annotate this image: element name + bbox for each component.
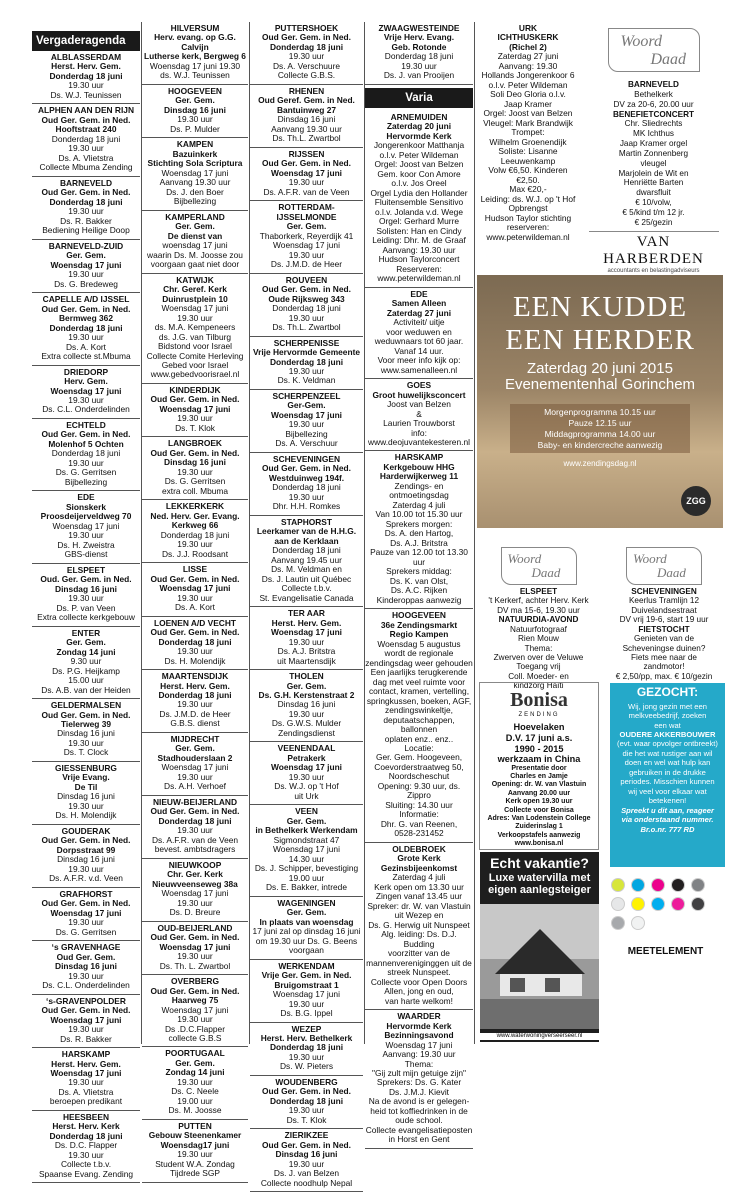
zgg-badge: ZGG bbox=[681, 486, 711, 516]
listing-details: Thaborkerk, Reyerdijk 41 Woensdag 17 juni 19.30 uur Ds. J.M.D. de Heer bbox=[259, 230, 354, 270]
listing-heading: WEZEP Herst. Herv. Bethelkerk Donderdag 18 juni bbox=[260, 1023, 353, 1053]
listing-entry bbox=[250, 85, 363, 148]
listing-details: 19.30 uur Ds. R. Bakker bbox=[60, 1024, 112, 1044]
ad-text-line: betekenen! bbox=[648, 796, 687, 806]
listing-heading: HARSKAMP Kerkgebouw HHG Harderwijkerweg 11 bbox=[379, 452, 459, 482]
ad-text-line: DV vrij 19-6, start 19 uur bbox=[619, 615, 709, 625]
listing-entry bbox=[250, 390, 363, 453]
ad-text-line: Chr. Sliedrechts bbox=[624, 119, 683, 129]
listing-heading: HOOGEVEEN Ger. Gem. Dinsdag 16 juni bbox=[164, 85, 226, 115]
color-swatch bbox=[631, 878, 645, 892]
listing-entry bbox=[32, 177, 140, 240]
color-swatch bbox=[671, 897, 685, 911]
listing-entry bbox=[142, 211, 248, 274]
ad-subtitle: BENEFIETCONCERT bbox=[613, 109, 694, 119]
listing-entry bbox=[142, 384, 248, 437]
listing-heading: LANGBROEK Oud Ger. Gem. in Ned. Dinsdag 16 juni bbox=[150, 438, 240, 468]
listing-heading: SCHERPENZEEL Ger-Gem. Woensdag 17 juni bbox=[270, 390, 343, 420]
listing-entry bbox=[142, 859, 248, 922]
listing-heading: BARNEVELD-ZUID Ger. Gem. Woensdag 17 juni bbox=[48, 240, 124, 270]
listing-details: Donderdag 18 juni 19.30 uur Ds. J.J. Roodsant bbox=[160, 529, 230, 559]
ad-text-line: dwarsfluit bbox=[636, 188, 671, 198]
ad-text-line: 't Kerkerf, achter Herv. Kerk bbox=[488, 596, 589, 606]
listing-entry bbox=[32, 564, 140, 627]
ad-text-line: Baby- en kindercreche aanwezig bbox=[537, 439, 663, 450]
woord-en-daad-logo: Woord Daad bbox=[626, 547, 702, 585]
listing-entry bbox=[365, 379, 473, 451]
listing-heading: TER AAR Herst. Herv. Gem. Woensdag 17 juni bbox=[270, 608, 343, 638]
listing-details: 19.30 uur Ds. G. Bredeweg bbox=[54, 269, 118, 289]
ad-een-kudde-een-herder: EEN KUDDE EEN HERDER Zaterdag 20 juni 2015 Evenementenhal Gorinchem Morgenprogramma 10.15 uur Pauze 12.15 uur Middagprogramma 14.00 uur Baby- en kindercreche aanwezig www.zendingsdag.nl ZGG bbox=[477, 275, 723, 528]
listing-details: Woensdag 17 juni 19.30 uur Ds .D.C.Flapper collecte G.B.S bbox=[161, 1004, 229, 1043]
listing-entry bbox=[250, 1129, 363, 1192]
listing-entry bbox=[250, 897, 363, 960]
listing-heading: ENTER Ger. Gem. Zondag 14 juni bbox=[56, 627, 116, 657]
ad-text-line: Zwerven over de Veluwe bbox=[493, 652, 584, 662]
ad-text-line: € 2,50/pp, max. € 10/gezin bbox=[615, 671, 713, 681]
ad-text-line: www.bonisa.nl bbox=[514, 840, 564, 848]
listing-entry bbox=[32, 104, 140, 176]
listing-heading: CAPELLE A/D IJSSEL Oud Ger. Gem. in Ned. Bermweg 362 Donderdag 18 juni bbox=[41, 294, 131, 333]
ad-text-line: wij veel voor elkaar wat bbox=[628, 786, 707, 796]
listing-entry bbox=[32, 762, 140, 825]
listing-heading: OLDEBROEK Grote Kerk Gezinsbijeenkomst bbox=[380, 843, 458, 873]
listing-details: Dinsdag 16 juni 19.30 uur Ds. G.W.S. Mulder Zendingsdienst bbox=[271, 699, 342, 738]
listing-heading: ECHTELD Oud Ger. Gem. in Ned. Molenhof 5 Ochten bbox=[41, 419, 131, 449]
listing-entry bbox=[142, 796, 248, 859]
listing-details: 19.30 uur Ds. W.J. op 't Hof uit Urk bbox=[274, 771, 339, 801]
listing-heading: LEKKERKERK Ned. Herv. Ger. Evang. Kerkweg 66 bbox=[150, 501, 240, 531]
divider bbox=[474, 22, 475, 1044]
listing-heading: HARSKAMP Herst. Herv. Gem. Woensdag 17 juni bbox=[50, 1049, 122, 1078]
listing-heading: VEEN Ger. Gem. in Bethelkerk Werkendam bbox=[255, 806, 358, 836]
listing-heading: MAARTENSDIJK Herst. Herv. Gem. Donderdag 18 juni bbox=[158, 671, 232, 700]
listing-entry bbox=[142, 563, 248, 616]
listing-heading: LISSE Oud Ger. Gem. in Ned. Woensdag 17 juni bbox=[150, 564, 240, 594]
listing-heading: GRAFHORST Oud Ger. Gem. in Ned. Woensdag 17 juni bbox=[41, 888, 131, 918]
listing-heading: OUD-BEIJERLAND Oud Ger. Gem. in Ned. Woensdag 17 juni bbox=[150, 922, 240, 952]
listing-entry bbox=[365, 843, 473, 1010]
listing-details: Dinsdag 16 juni 19.30 uur Ds. A.F.R. v.d. Veen bbox=[49, 854, 123, 884]
listing-entry bbox=[250, 22, 363, 85]
listing-details: 19.30 uur Ds. A.F.R. van de Veen bbox=[263, 177, 350, 197]
ad-text-line: Jaap Kramer orgel bbox=[619, 139, 688, 149]
listing-heading: WOUDENBERG Oud Ger. Gem. in Ned. Donderdag 18 juni bbox=[262, 1076, 351, 1106]
listing-entry bbox=[142, 274, 248, 384]
color-swatch bbox=[611, 916, 625, 930]
ad-gezocht-akkerbouwer: GEZOCHT: Wij, jong gezin met een melkveebedrijf, zoeken een wat OUDERE AKKERBOUWER (evt. waar opvolger ontbreekt) die het wat rustiger aan wil doen en wel wat hulp kan gebruiken in de drukke periodes. Misschien kunnen wij veel voor elkaar wat betekenen! Spreekt u dit aan, reageer via onderstaand nummer. Br.o.nr. 777 RD bbox=[610, 683, 725, 867]
ad-text-line: Toegang vrij bbox=[516, 662, 561, 672]
listing-heading: NIEUWKOOP Chr. Ger. Kerk Nieuwveenseweg 38a bbox=[152, 859, 238, 889]
color-swatch bbox=[691, 878, 705, 892]
listing-details: 19.30 uur Ds. H. Molendijk bbox=[164, 646, 226, 666]
van-harberden-logo: VAN HARBERDEN accountants en belastingadviseurs bbox=[589, 231, 719, 275]
listing-details: 19.30 uur Ds. R. Bakker Bediening Heilige Doop bbox=[42, 206, 130, 236]
ad-text-line: Morgenprogramma 10.15 uur bbox=[544, 407, 656, 418]
listing-entry bbox=[32, 825, 140, 888]
listing-entry bbox=[142, 975, 248, 1047]
listing-entry bbox=[32, 995, 140, 1048]
ad-text-line: Pauze 12.15 uur bbox=[568, 418, 632, 429]
listing-heading: WERKENDAM Vrije Ger. Gem. in Ned. Bruigomstraat 1 bbox=[261, 960, 352, 990]
listing-details: Sigmondstraat 47 Woensdag 17 juni 14.30 uur Ds. J. Schipper, bevestiging 19.00 uur Ds. E. Bakker, intrede bbox=[254, 834, 359, 893]
listing-details: 19.30 uur Student W.A. Zondag Tijdrede SGP bbox=[155, 1149, 235, 1179]
listing-details: 19.30 uur Ds. G. Gerritsen bbox=[55, 917, 117, 937]
ad-text-line: Spreekt u dit aan, reageer bbox=[621, 805, 714, 815]
listing-details: Dinsdag 16 juni 19.30 uur Ds. T. Clock bbox=[57, 728, 115, 758]
ad-text-line: die het wat rustiger aan wil bbox=[622, 748, 713, 758]
listing-heading: ‘s GRAVENHAGE Oud Ger. Gem. Dinsdag 16 juni bbox=[51, 942, 121, 972]
listing-details: 19.30 uur Ds. T. Klok bbox=[175, 413, 215, 433]
listing-details: Joost van Belzen & Laurien Trouwborst info: www.deojuvantekesteren.nl bbox=[368, 399, 470, 447]
listing-heading: GOUDERAK Oud Ger. Gem. in Ned. Dorpsstraat 99 bbox=[41, 825, 131, 855]
listing-heading: GELDERMALSEN Oud Ger. Gem. in Ned. Tielerweg 39 bbox=[41, 700, 131, 729]
listing-heading: DRIEDORP Herv. Gem. Woensdag 17 juni bbox=[50, 366, 122, 396]
listing-entry bbox=[365, 609, 473, 843]
ad-text-line: kindzorg Haïti bbox=[513, 681, 564, 691]
listing-entry bbox=[250, 1076, 363, 1129]
listing-heading: ZWAAGWESTEINDE Vrije Herv. Evang. Geb. Rotonde bbox=[378, 23, 460, 52]
listing-details: Woensdag 17 juni 19.30 uur Ds. D. Breure bbox=[161, 888, 229, 918]
listing-entry bbox=[142, 22, 248, 85]
ad-subtitle: NATUURDIA-AVOND bbox=[498, 615, 579, 625]
listing-entry bbox=[142, 670, 248, 733]
ad-text-line: Charles en Jamje bbox=[510, 773, 568, 781]
listing-heading: STAPHORST Leerkamer van de H.H.G. aan de Kerklaan bbox=[256, 516, 357, 546]
listing-entry bbox=[142, 922, 248, 975]
listing-details: 19.30 uur Ds. A. Kort bbox=[174, 592, 216, 613]
listing-entry bbox=[250, 274, 363, 337]
listing-details: 19.30 uur Ds. J.M.D. de Heer G.B.S. dienst bbox=[159, 699, 231, 729]
ad-text-line: melkveebedrijf, zoeken bbox=[628, 711, 707, 721]
ad-title: BARNEVELD bbox=[628, 80, 679, 89]
ad-text-line: Genieten van de bbox=[633, 634, 695, 644]
color-swatch bbox=[671, 878, 685, 892]
listing-entry bbox=[365, 451, 473, 609]
listing-details: Woensdag 17 juni Aanvang 19.30 uur Ds. J. den Boer Bijbellezing bbox=[159, 167, 231, 207]
ad-title: SCHEVENINGEN bbox=[631, 587, 697, 596]
ad-text-line: Aanvang 20.00 uur bbox=[507, 789, 571, 797]
listing-details: 19.30 uur Ds. Th. L. Zwartbol bbox=[159, 951, 231, 971]
listing-entry bbox=[32, 51, 140, 104]
listing-heading: POORTUGAAL Ger. Gem. Zondag 14 juni bbox=[165, 1048, 225, 1078]
ad-text-line: Duivelandsestraat bbox=[631, 605, 697, 615]
ad-text-line: Fiets mee naar de bbox=[631, 652, 697, 662]
listing-heading: HEESBEEN Herst. Herv. Kerk Donderdag 18 juni bbox=[49, 1111, 123, 1141]
listing-heading: SCHEVENINGEN Oud Ger. Gem. in Ned. Westduinweg 194f. bbox=[262, 453, 351, 483]
listing-heading: RIJSSEN Oud Ger. Gem. in Ned. Woensdag 17 juni bbox=[262, 148, 351, 178]
listing-details: 19.30 uur Ds. C.L. Onderdelinden bbox=[42, 970, 130, 991]
listing-entry bbox=[365, 22, 473, 85]
listing-entry bbox=[142, 500, 248, 563]
ad-text-line: € 10/volw, bbox=[635, 198, 672, 208]
listing-heading: RHENEN Oud Geref. Gem. in Ned. Bantuinweg 27 bbox=[258, 85, 355, 115]
ad-bonisa-zending: Bonisa ZENDING Hoevelaken D.V. 17 juni a.s. 1990 - 2015 werkzaam in China Presentatie door Charles en Jamje Opening: dr. W. van Vlastuin Aanvang 20.00 uur Kerk open 19.30 uur Collecte voor Bonisa Adres: Van Lodenstein College Zuiderinslag 1 Verkoopstafels aanwezig www.bonisa.nl bbox=[479, 682, 599, 850]
listing-entry bbox=[32, 1111, 140, 1183]
listing-heading: ROTTERDAM- IJSSELMONDE Ger. Gem. bbox=[276, 202, 337, 232]
listing-entry bbox=[476, 22, 580, 245]
listing-details: Donderdag 18 juni 19.30 uur Ds. J. van Prooijen bbox=[383, 51, 455, 81]
ad-text-line: zandmotor! bbox=[643, 662, 685, 672]
listing-heading: WAARDER Hervormde Kerk Bezinningsavond bbox=[384, 1011, 454, 1041]
listing-heading: PUTTERSHOEK Oud Ger. Gem. in Ned. Donderdag 18 juni bbox=[262, 23, 351, 52]
ad-text-line: Natuurfotograaf bbox=[510, 624, 567, 634]
listing-entry bbox=[250, 516, 363, 607]
color-calibration-grid bbox=[611, 878, 721, 930]
listing-entry bbox=[32, 1048, 140, 1111]
listing-heading: ARNEMUIDEN Zaterdag 20 juni Hervormde Kerk bbox=[386, 112, 452, 141]
urk-listing bbox=[476, 22, 580, 244]
listing-details: 19.30 uur Bijbellezing Ds. A. Verschuur bbox=[275, 419, 338, 449]
ad-text-line: vleugel bbox=[640, 158, 667, 168]
ad-text-line: doen en wel wat hulp kan bbox=[624, 758, 711, 768]
listing-heading: OVERBERG Oud Ger. Gem. in Ned. Haarweg 75 bbox=[150, 976, 240, 1006]
listing-heading: ROUVEEN Oud Ger. Gem. in Ned. Oude Rijksweg 343 bbox=[262, 274, 351, 304]
listing-heading: MIJDRECHT Ger. Gem. Stadhouderslaan 2 bbox=[157, 733, 233, 763]
listing-details: Donderdag 18 juni Aanvang 19.45 uur Ds. M. Veldman en Ds. J. Lautin uit Québec Collecte t.b.v. St. Evangelisatie Canada bbox=[259, 545, 354, 603]
ad-text-line: Martin Zonnenberg bbox=[618, 148, 689, 158]
listing-entry bbox=[32, 699, 140, 762]
ad-text-line: Br.o.nr. 777 RD bbox=[640, 824, 695, 834]
agenda-column-1 bbox=[32, 51, 140, 1179]
agenda-column-2 bbox=[142, 22, 248, 1179]
listing-details: 17 juni zal op dinsdag 16 juni om 19.30 uur Ds. G. Beens voorgaan bbox=[252, 926, 361, 956]
listing-heading: GIESSENBURG Vrije Evang. De Til bbox=[55, 762, 117, 792]
listing-entry bbox=[250, 148, 363, 201]
listing-details: 19.30 uur Ds. W.J. Teunissen bbox=[50, 80, 122, 100]
listing-heading: ALPHEN AAN DEN RIJN Oud Ger. Gem. in Ned. Hooftstraat 240 bbox=[37, 105, 134, 135]
listing-details: Donderdag 18 juni 19.30 uur Dhr. H.H. Romkes bbox=[272, 482, 341, 512]
ad-text-line: Opening: dr. W. van Vlastuin bbox=[491, 781, 587, 789]
color-swatch bbox=[611, 878, 625, 892]
listing-heading: EDE Samen Alleen Zaterdag 27 juni bbox=[386, 288, 452, 318]
ad-text-line: Coll. Moeder- en bbox=[508, 671, 569, 681]
listing-details: Donderdag 18 juni 19.30 uur Ds. A. Vlietstra Collecte Mbuma Zending bbox=[39, 133, 133, 173]
listing-entry bbox=[32, 240, 140, 293]
listing-details: 19.30 uur Ds. A.J. Britstra uit Maartensdijk bbox=[277, 636, 336, 666]
ad-text-line: Middagprogramma 14.00 uur bbox=[544, 428, 656, 439]
meetelement: MEETELEMENT bbox=[606, 874, 725, 1031]
listing-heading: VEENENDAAL Petrakerk Woensdag 17 juni bbox=[270, 743, 343, 773]
agenda-column-3 bbox=[250, 22, 363, 1188]
color-swatch bbox=[651, 897, 665, 911]
listing-details: Zaterdag 27 juni Aanvang: 19.30 Hollands Jongerenkoor 6 o.l.v. Peter Wildeman Soli Deo Gloria o.l.v. Jaap Kramer Orgel: Joost van Belzen Vleugel: Mark Brandwijk Trompet: Wilhelm Groenendijk Soliste: Lisanne Leeuwenkamp Volw €6,50. Kinderen €2,50. Max €20,- Leiding: ds. W.J. op 't Hof Opbrengst Hudson Taylor stichting reserveren: www.peterwildeman.nl bbox=[480, 51, 576, 242]
ad-text-line: OUDERE AKKERBOUWER bbox=[619, 730, 716, 739]
listing-heading: EDE Sionskerk Proosdeijerveldweg 70 bbox=[40, 492, 132, 522]
listing-details: 19.30 uur Ds. T. Klok bbox=[286, 1105, 327, 1125]
listing-entry bbox=[142, 617, 248, 670]
listing-heading: KAMPEN Bazuinkerk Stichting Sola Scriptura bbox=[147, 139, 243, 169]
listing-heading: LOENEN A/D VECHT Oud Ger. Gem. in Ned. Donderdag 18 juni bbox=[150, 617, 240, 647]
listing-entry bbox=[32, 941, 140, 994]
listing-heading: ‘s-GRAVENPOLDER Oud Ger. Gem. in Ned. Woensdag 17 juni bbox=[41, 995, 131, 1025]
ad-text-line: Wij, jong gezin met een bbox=[628, 701, 707, 711]
color-swatch bbox=[631, 916, 645, 930]
listing-heading: HOOGEVEEN 36e Zendingsmarkt Regio Kampen bbox=[380, 610, 458, 640]
listing-heading: PUTTEN Gebouw Steenenkamer Woensdag17 juni bbox=[148, 1120, 242, 1150]
bonisa-logo: Bonisa bbox=[510, 689, 568, 711]
listing-details: 19.30 uur Ds. C. Neele 19.00 uur Ds. M. Joosse bbox=[168, 1076, 222, 1116]
listing-heading: KATWIJK Chr. Geref. Kerk Duinrustplein 10 bbox=[162, 274, 228, 304]
ad-text-line: Henriëtte Barten bbox=[623, 178, 684, 188]
ad-text-line: via onderstaand nummer. bbox=[621, 815, 714, 825]
listing-details: Ds. D.C. Flapper 19.30 uur Collecte t.b.v. Spaanse Evang. Zending bbox=[38, 1140, 134, 1179]
varia-column bbox=[365, 111, 473, 1145]
ad-text-line: Keerlus Tramlijn 12 bbox=[628, 596, 700, 606]
ad-text-line: MK Ichthus bbox=[633, 129, 674, 139]
ad-text-line: Presentatie door bbox=[511, 764, 567, 772]
listing-entry bbox=[250, 201, 363, 273]
listing-heading: KAMPERLAND Ger. Gem. De dienst van bbox=[165, 211, 225, 241]
listing-details: Zaterdag 4 juli Kerk open om 13.30 uur Zingen vanaf 13.45 uur Spreker: dr. W. van Vlastuin uit Wezep en Ds. G. Herwig uit Nunspeet Alg. leiding: Ds. D.J. Budding voorzitter van de mannenvereniginggen uit de streek Nunspeet. Collecte voor Open Doors Allen, jong en oud, van harte welkom! bbox=[366, 872, 472, 1006]
ad-text-line: € 5/kind t/m 12 jr. bbox=[622, 207, 685, 217]
listing-entry bbox=[142, 1120, 248, 1183]
listing-entry bbox=[365, 111, 473, 288]
color-swatch bbox=[611, 897, 625, 911]
listing-heading: KINDERDIJK Oud Ger. Gem. in Ned. Woensdag 17 juni bbox=[150, 384, 240, 414]
ad-text-line: Bethelkerk bbox=[634, 89, 673, 99]
ad-text-line: DV ma 15-6, 19.30 uur bbox=[497, 605, 580, 615]
listing-details: 19.30 uur Ds. G. Gerritsen extra coll. Mbuma bbox=[161, 466, 229, 496]
listing-entry bbox=[250, 742, 363, 805]
listing-entry bbox=[32, 419, 140, 491]
agenda-column-4-top bbox=[365, 22, 473, 84]
ad-text-line: Collecte voor Bonisa bbox=[504, 806, 574, 814]
listing-entry bbox=[250, 960, 363, 1023]
listing-details: 19.30 uur Ds. J. van Belzen Collecte noodhulp Nepal bbox=[260, 1158, 353, 1188]
ad-subtitle: FIETSTOCHT bbox=[638, 624, 690, 634]
listing-entry bbox=[250, 453, 363, 516]
ad-text-line: DV za 20-6, 20.00 uur bbox=[613, 99, 694, 109]
listing-details: 19.30 uur Ds. A. Verschuure Collecte G.B.S. bbox=[272, 51, 341, 81]
listing-heading: NIEUW-BEIJERLAND Oud Ger. Gem. in Ned. Donderdag 18 juni bbox=[150, 796, 240, 826]
ad-text-line: Verkoopstafels aanwezig bbox=[497, 831, 581, 839]
listing-entry bbox=[142, 1047, 248, 1119]
ad-barneveld-benefietconcert bbox=[585, 22, 722, 274]
listing-details: Dinsdag 16 juni 19.30 uur Ds. H. Molendijk bbox=[55, 791, 117, 821]
ad-text-line: periodes. Misschien kunnen bbox=[620, 777, 715, 787]
listing-details: Woensdag 17 juni 19.30 ds. W.J. Teunissen bbox=[149, 60, 241, 81]
listing-entry bbox=[32, 366, 140, 419]
woord-en-daad-logo: Woord Daad bbox=[608, 28, 700, 72]
listing-details: Dinsdag 16 juni Aanvang 19.30 uur Ds. Th.L. Zwartbol bbox=[271, 114, 342, 144]
ad-scheveningen-fietstocht bbox=[604, 545, 724, 681]
listing-details: Woensdag 17 juni 19.30 uur Ds. A.H. Verhoef bbox=[161, 762, 229, 792]
ad-elspeet-natuurdia-avond bbox=[477, 545, 600, 691]
ad-title: ELSPEET bbox=[519, 587, 558, 596]
listing-entry bbox=[250, 607, 363, 670]
color-swatch bbox=[691, 897, 705, 911]
listing-details: Donderdag 18 juni 19.30 uur Ds. Th.L. Zwartbol bbox=[272, 303, 341, 333]
listing-details: 19.30 uur Ds. K. Veldman bbox=[277, 365, 336, 386]
listing-details: Woensdag 17 juni 19.30 uur Ds. H. Zweistra GBS-dienst bbox=[52, 520, 120, 560]
ad-text-line: Kerk open 19.30 uur bbox=[505, 798, 573, 806]
listing-entry bbox=[142, 733, 248, 796]
listing-entry bbox=[365, 288, 473, 379]
listing-entry bbox=[142, 437, 248, 500]
listing-heading: HILVERSUM Herv. evang. op G.G. Calvijn Lutherse kerk, Bergweg 6 bbox=[144, 23, 246, 62]
listing-heading: GOES Groot huwelijksconcert bbox=[372, 380, 466, 400]
ad-text-line: € 25/gezin bbox=[634, 217, 673, 227]
ad-text-line: Adres: Van Lodenstein College bbox=[487, 815, 591, 823]
listing-entry bbox=[250, 337, 363, 390]
listing-entry bbox=[32, 888, 140, 941]
listing-details: 19.30 uur Ds. C.L. Onderdelinden bbox=[42, 394, 130, 415]
woord-en-daad-logo: Woord Daad bbox=[501, 547, 577, 585]
ad-text-line: Marjolein de Wit en bbox=[618, 168, 689, 178]
listing-details: 19.30 uur Ds. A.F.R. van de Veen bevest. ambtsdragers bbox=[151, 825, 239, 855]
ad-echt-vakantie: Echt vakantie? Luxe watervilla met eigen aanlegsteiger www.waterwoningverseerseer.nl bbox=[480, 852, 599, 1042]
listing-entry bbox=[32, 293, 140, 365]
listing-entry bbox=[365, 1010, 473, 1149]
listing-details: Woensdag 17 juni 19.30 uur Ds. B.G. Ippel bbox=[273, 989, 340, 1019]
listing-details: 19.30 uur Ds. W. Pieters bbox=[279, 1051, 334, 1072]
listing-details: Donderdag 18 juni 19.30 uur Ds. G. Gerritsen Bijbellezing bbox=[51, 448, 121, 487]
listing-entry bbox=[142, 85, 248, 138]
ad-text-line: Rien Mouw bbox=[518, 634, 559, 644]
listing-entry bbox=[142, 138, 248, 210]
listing-details: 19.30 uur Ds. A. Vlietstra beroepen predikant bbox=[49, 1077, 123, 1107]
listing-details: 19.30 uur Ds. A. Kort Extra collecte st.Mbuma bbox=[41, 332, 131, 362]
color-swatch bbox=[631, 897, 645, 911]
ad-text-line: een wat bbox=[654, 720, 681, 730]
listing-entry bbox=[250, 670, 363, 742]
listing-details: 9.30 uur Ds. P.G. Heijkamp 15.00 uur Ds. A.B. van der Heiden bbox=[41, 656, 131, 695]
listing-entry bbox=[32, 627, 140, 699]
listing-details: Woensdag 5 augustus wordt de regionale zendingsdag weer gehouden Een jaarlijks terugkerende dag met veel ruimte voor contact, kramen, vertelling, springkussen, boeken, AGF, zendingswinkeltje, deputaatschappen, ballonnen oplaten enz.. enz.. Locatie: Ger. Gem. Hoogeveen, Coevorderstraatweg 50, Noordscheschut Opening: 9.30 uur, ds. Zippro Sluiting: 14.30 uur Informatie: Dhr. G. van Reenen, 0528-231452 bbox=[365, 638, 473, 839]
listing-heading: THOLEN Ger. Gem. Ds. G.H. Kerstenstraat 2 bbox=[258, 671, 355, 700]
listing-heading: ZIERIKZEE Oud Ger. Gem. in Ned. Dinsdag 16 juni bbox=[262, 1130, 351, 1160]
listing-heading: BARNEVELD Oud Ger. Gem. in Ned. Donderdag 18 juni bbox=[41, 177, 131, 207]
bonisa-heading: Hoevelaken D.V. 17 juni a.s. 1990 - 2015 werkzaam in China bbox=[497, 722, 581, 765]
listing-details: woensdag 17 juni waarin Ds. M. Joosse zou voorgaan gaat niet door bbox=[147, 240, 243, 270]
ad-text-line: Zuiderinslag 1 bbox=[515, 823, 563, 831]
listing-details: 19.30 uur Ds. P. Mulder bbox=[170, 114, 220, 134]
listing-details: Woensdag 17 juni Aanvang: 19.30 uur Thema: "Gij zult mijn getuige zijn" Sprekers: Ds. G. Kater Ds. J.M.J. Kievit Na de avond is er gelegen- heid tot koffiedrinken in de oude school. Collecte evangelisatieposten in Horst en Gent bbox=[365, 1039, 473, 1145]
listing-entry bbox=[250, 805, 363, 896]
header-varia: Varia bbox=[365, 88, 473, 108]
listing-entry bbox=[32, 491, 140, 563]
ad-text-line: gebruiken in de drukke bbox=[629, 767, 706, 777]
listing-details: Activiteit/ uitje voor weduwen en weduwnaars tot 60 jaar. Vanaf 14 uur. Voor meer info kijk op: www.samenalleen.nl bbox=[374, 317, 464, 375]
listing-details: Woensdag 17 juni 19.30 uur ds. M.A. Kempeneers ds. J.G. van Tilburg Bidstond voor Israel Collecte Comite Herleving Gebed voor Israel www.gebedvoorisrael.nl bbox=[146, 303, 244, 380]
listing-heading: ALBLASSERDAM Herst. Herv. Gem. Donderdag 18 juni bbox=[49, 52, 123, 81]
ad-text-line: (evt. waar opvolger ontbreekt) bbox=[617, 739, 718, 749]
listing-heading: SCHERPENISSE Vrije Hervormde Gemeente Donderdag 18 juni bbox=[252, 337, 361, 367]
ad-text-line: Scheveningse duinen? bbox=[622, 643, 706, 653]
listing-heading: URK ICHTHUSKERK (Richel 2) bbox=[497, 23, 559, 52]
listing-entry bbox=[250, 1023, 363, 1076]
color-swatch bbox=[651, 878, 665, 892]
listing-heading: ELSPEET Oud. Ger. Gem. in Ned. Dinsdag 16 juni bbox=[40, 564, 132, 594]
listing-heading: WAGENINGEN Ger. Gem. In plaats van woensdag bbox=[259, 897, 354, 927]
ad-text-line: Thema: bbox=[524, 643, 553, 653]
listing-details: Zendings- en ontmoetingsdag Zaterdag 4 juli Van 10.00 tot 15.30 uur Sprekers morgen: Ds. A. den Hartog, Ds. A.J. Britstra Pauze van 12.00 tot 13.30 uur Sprekers middag: Ds. K. van Olst, Ds. A.C. Rijken Kinderoppas aanwezig bbox=[370, 480, 468, 605]
watervilla-photo bbox=[480, 904, 599, 1029]
listing-details: Jongerenkoor Matthanja o.l.v. Peter Wildeman Orgel: Joost van Belzen Gem. koor Con Amore o.l.v. Jos Oreel Orgel Lydia den Hollander Fluitensemble Sensitivo o.l.v. Jolanda v.d. Wege Orgel: Gerhard Murre Solisten: Han en Cindy Leiding: Dhr. M. de Graaf Aanvang: 19.30 uur Hudson Taylorconcert Reserveren: www.peterwildeman.nl bbox=[370, 140, 468, 284]
listing-details: 19.30 uur Ds. P. van Veen Extra collecte kerkgebouw bbox=[37, 593, 135, 623]
header-vergaderagenda: Vergaderagenda bbox=[32, 31, 140, 51]
